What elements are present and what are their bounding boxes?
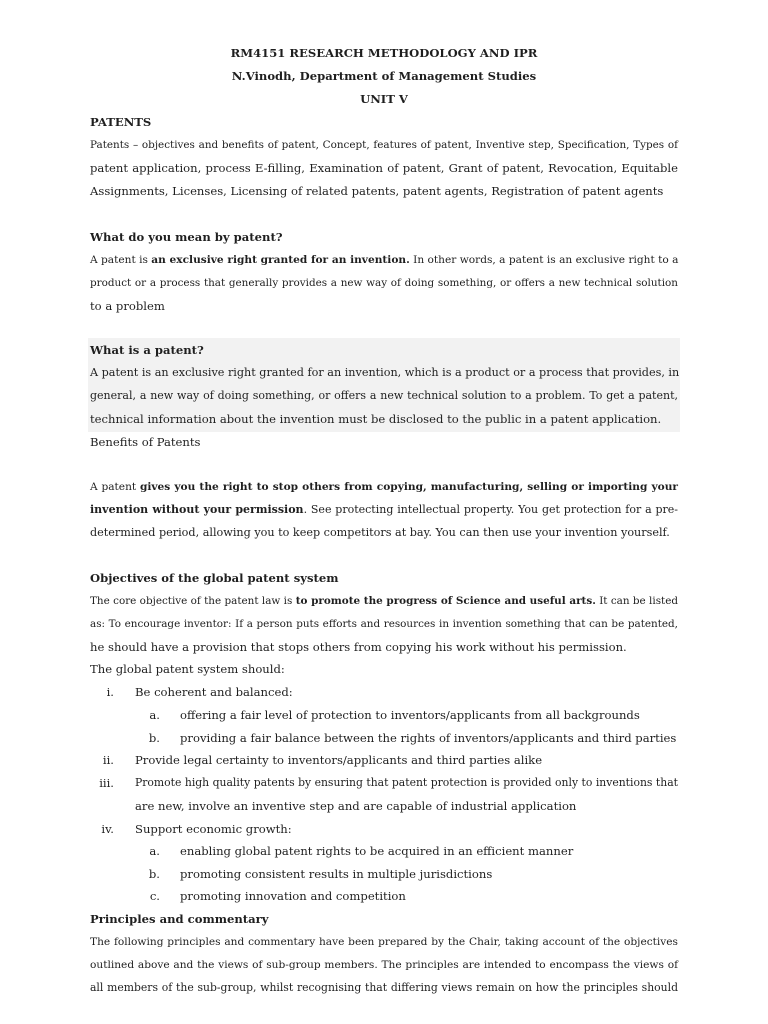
list-item-number: i. — [106, 685, 114, 699]
objectives-paragraph-line: The global patent system should: — [90, 662, 285, 676]
list-item: Promote high quality patents by ensuring that patent protection is provided only to inventions that — [135, 776, 678, 789]
sub-item: promoting consistent results in multiple jurisdictions — [180, 867, 493, 881]
q2-paragraph-line: A patent is an exclusive right granted for an invention, which is a product or a process that provides, in — [90, 366, 680, 379]
q1-paragraph-line: A patent is an exclusive right granted for an invention. In other words, a patent is an exclusive right to a — [90, 254, 679, 266]
principles-heading: Principles and commentary — [90, 912, 269, 926]
unit-title: UNIT V — [360, 92, 408, 106]
benefit-paragraph-line: invention without your permission. See protecting intellectual property. You get protection for a pre- — [90, 503, 679, 516]
patents-heading: PATENTS — [90, 115, 152, 129]
benefits-heading: Benefits of Patents — [90, 435, 201, 449]
author-line: N.Vinodh, Department of Management Studies — [231, 69, 537, 83]
list-item: Be coherent and balanced: — [135, 685, 293, 699]
q2-paragraph-line: technical information about the invention must be disclosed to the public in a patent application. — [90, 412, 662, 426]
principles-paragraph-line: all members of the sub-group, whilst recognising that differing views remain on how the principles should — [90, 981, 678, 994]
benefit-paragraph-line: determined period, allowing you to keep competitors at bay. You can then use your invention yourself. — [90, 526, 670, 539]
sub-item: offering a fair level of protection to inventors/applicants from all backgrounds — [180, 708, 640, 722]
sub-item: promoting innovation and competition — [180, 889, 406, 903]
list-item-number: iii. — [99, 776, 114, 790]
sub-item-letter: a. — [149, 844, 160, 858]
q1-paragraph-line: to a problem — [90, 299, 165, 313]
objectives-paragraph-line: he should have a provision that stops others from copying his work without his permission. — [90, 640, 627, 654]
syllabus-line: Patents – objectives and benefits of patent, Concept, features of patent, Inventive step, Specification, Types of — [90, 139, 678, 151]
q2-paragraph-line: general, a new way of doing something, or offers a new technical solution to a problem. To get a patent, — [90, 389, 678, 402]
sub-item-letter: a. — [149, 708, 160, 722]
syllabus-line: Assignments, Licenses, Licensing of related patents, patent agents, Registration of patent agents — [90, 184, 664, 198]
sub-item: providing a fair balance between the rights of inventors/applicants and third parties — [180, 731, 677, 745]
sub-item-letter: c. — [149, 889, 160, 903]
benefit-paragraph-line: A patent gives you the right to stop others from copying, manufacturing, selling or importing your — [90, 481, 678, 493]
objectives-paragraph-line: The core objective of the patent law is to promote the progress of Science and useful arts. It can be listed — [90, 595, 679, 607]
objectives-heading: Objectives of the global patent system — [90, 571, 339, 585]
q1-heading: What do you mean by patent? — [90, 230, 283, 244]
sub-item-letter: b. — [148, 731, 160, 745]
list-item-continued: are new, involve an inventive step and are capable of industrial application — [135, 799, 577, 813]
q1-paragraph-line: product or a process that generally provides a new way of doing something, or offers a new technical solution — [90, 277, 678, 289]
sub-item: enabling global patent rights to be acquired in an efficient manner — [180, 844, 574, 858]
principles-paragraph-line: The following principles and commentary have been prepared by the Chair, taking account of the objectives — [90, 936, 678, 948]
q2-heading: What is a patent? — [90, 343, 204, 357]
sub-item-letter: b. — [148, 867, 160, 881]
list-item: Provide legal certainty to inventors/applicants and third parties alike — [135, 753, 543, 767]
syllabus-line: patent application, process E-filling, Examination of patent, Grant of patent, Revocation, Equitable — [90, 161, 678, 175]
principles-paragraph-line: outlined above and the views of sub-group members. The principles are intended to encompass the views of — [90, 959, 678, 971]
course-title: RM4151 RESEARCH METHODOLOGY AND IPR — [230, 46, 538, 60]
list-item: Support economic growth: — [135, 822, 292, 836]
objectives-paragraph-line: as: To encourage inventor: If a person puts efforts and resources in invention something that can be patented, — [90, 618, 678, 630]
list-item-number: ii. — [102, 753, 114, 767]
list-item-number: iv. — [101, 822, 114, 836]
